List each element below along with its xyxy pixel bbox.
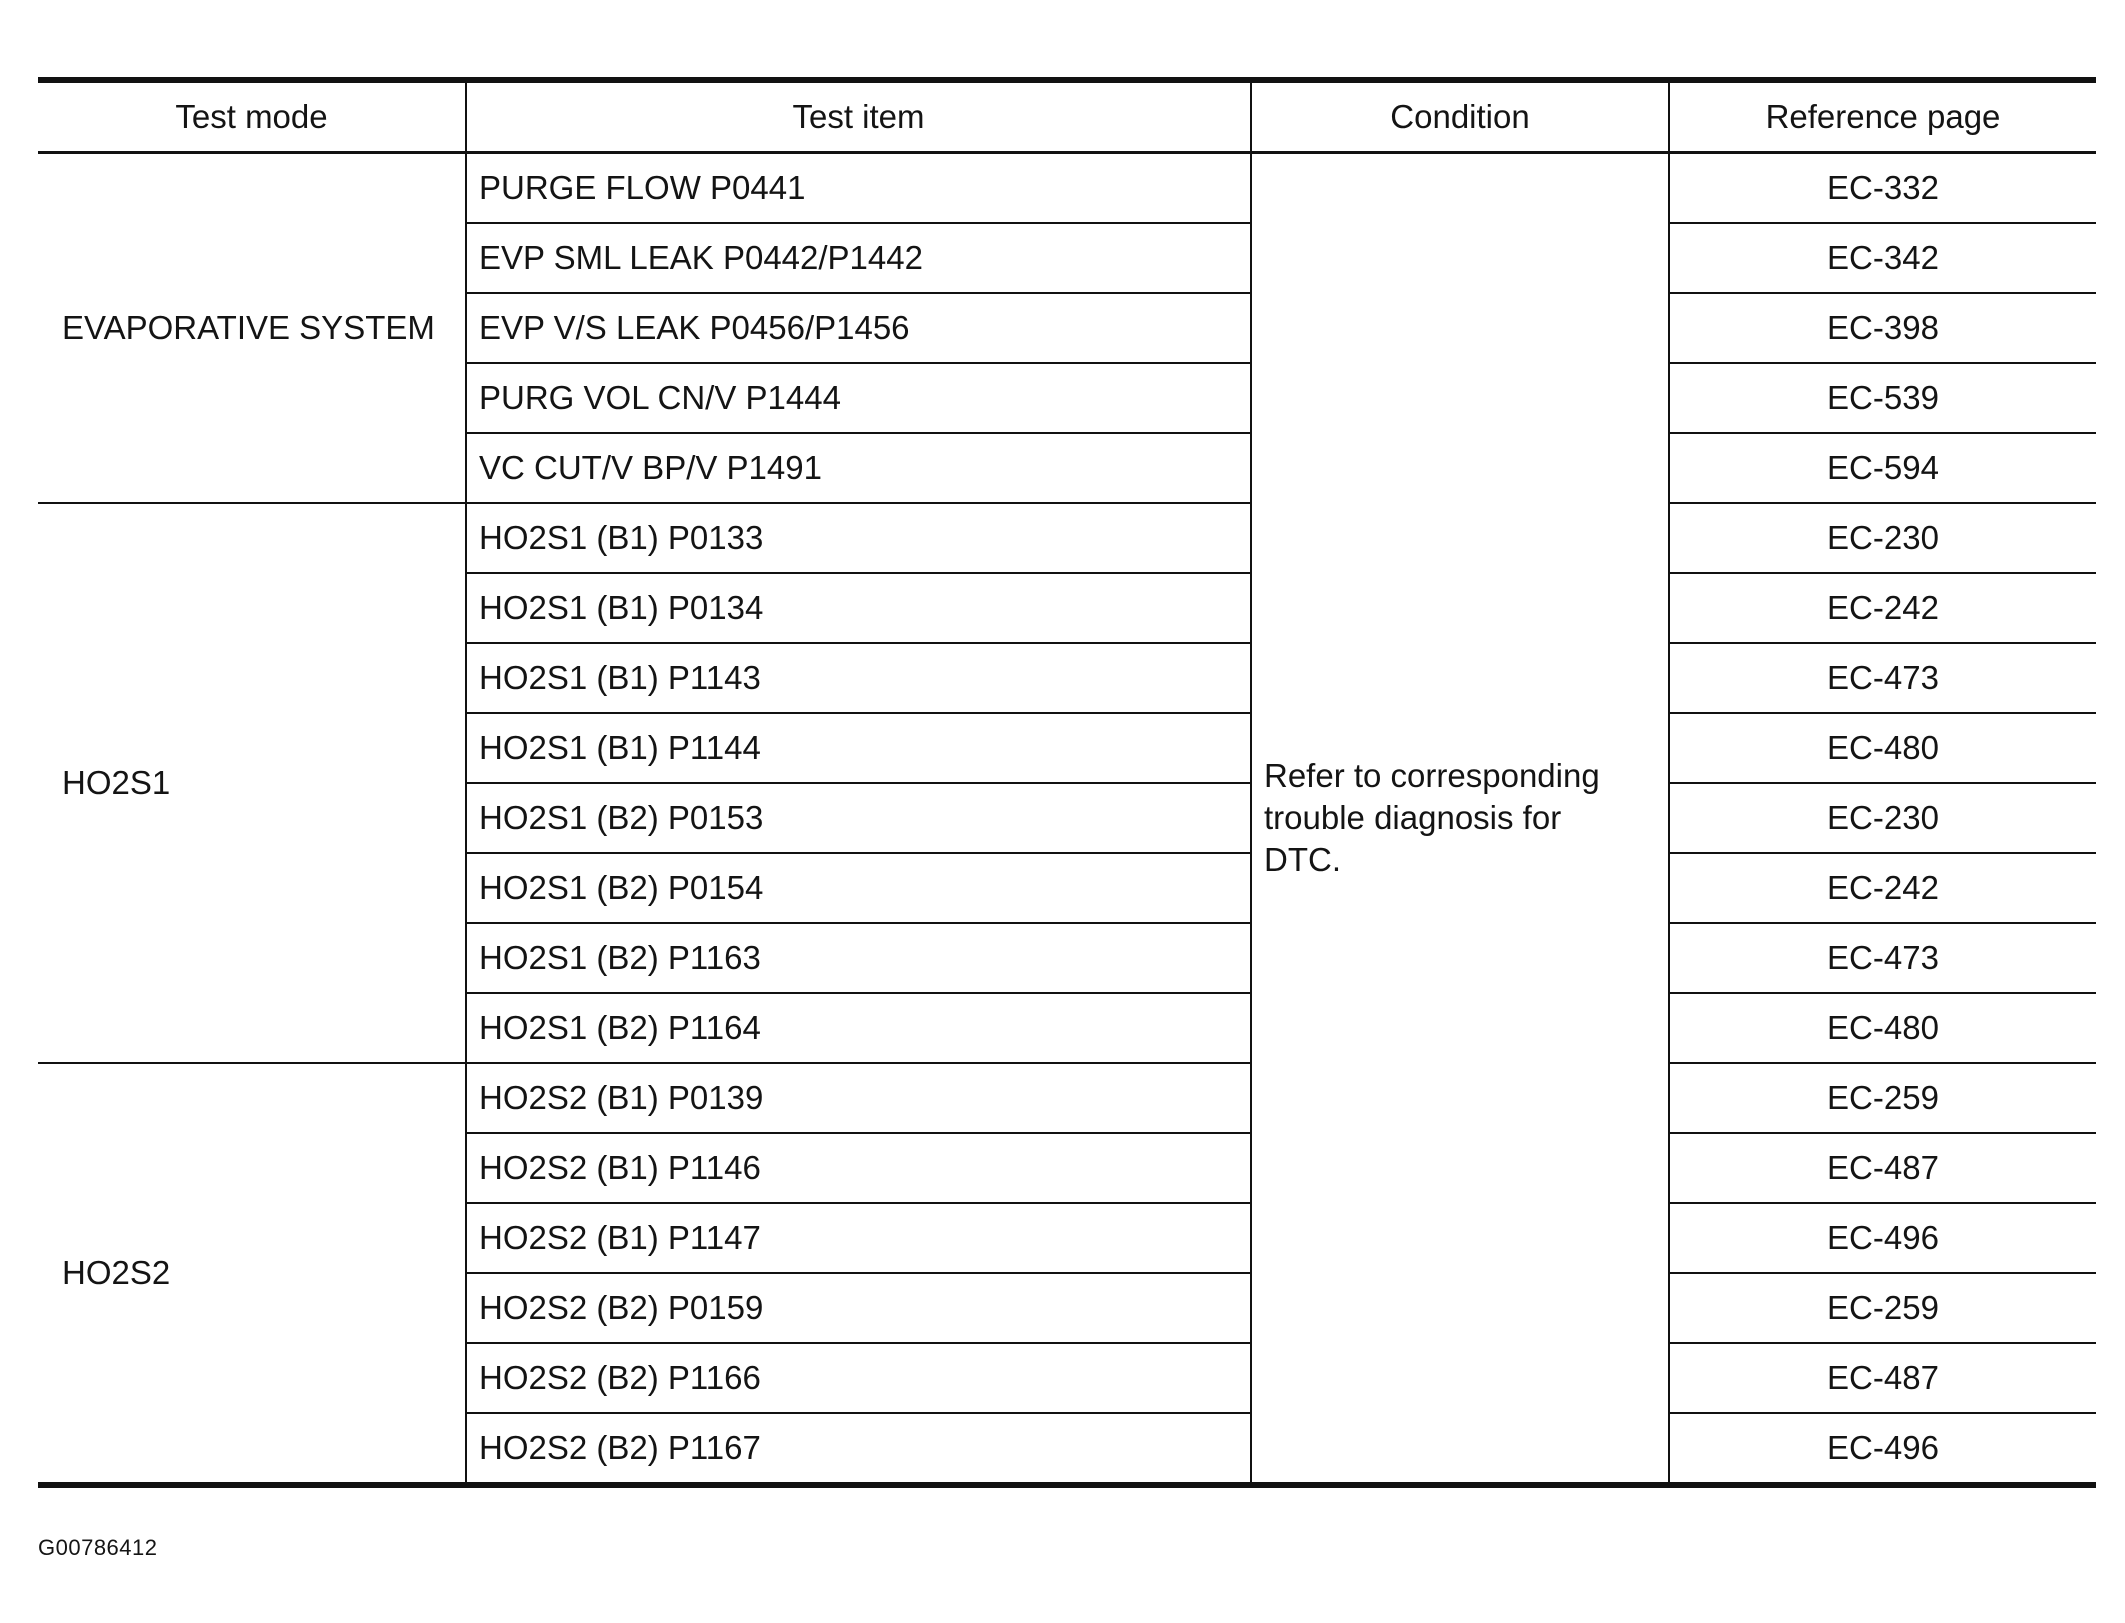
test-item-cell: HO2S2 (B1) P1147	[466, 1203, 1251, 1273]
reference-page-cell: EC-594	[1669, 433, 2096, 503]
reference-page-cell: EC-487	[1669, 1133, 2096, 1203]
test-mode-cell: HO2S1	[38, 503, 466, 1063]
header-row	[38, 80, 2096, 153]
table-row	[38, 503, 2096, 573]
test-item-cell: HO2S1 (B2) P0153	[466, 783, 1251, 853]
table-body	[38, 153, 2096, 1486]
test-item-cell: HO2S1 (B1) P1143	[466, 643, 1251, 713]
test-item-cell: HO2S2 (B2) P1166	[466, 1343, 1251, 1413]
test-item-cell: HO2S2 (B2) P0159	[466, 1273, 1251, 1343]
header-condition: Condition	[1251, 80, 1669, 153]
reference-page-cell: EC-332	[1669, 153, 2096, 224]
figure-code: G00786412	[38, 1535, 158, 1560]
table-row	[38, 1063, 2096, 1133]
reference-page-cell: EC-259	[1669, 1063, 2096, 1133]
reference-page-cell: EC-496	[1669, 1203, 2096, 1273]
reference-page-cell: EC-230	[1669, 503, 2096, 573]
test-item-cell: HO2S1 (B1) P0133	[466, 503, 1251, 573]
reference-page-cell: EC-259	[1669, 1273, 2096, 1343]
test-item-cell: EVP SML LEAK P0442/P1442	[466, 223, 1251, 293]
header-reference-page: Reference page	[1669, 80, 2096, 153]
test-item-cell: HO2S1 (B2) P0154	[466, 853, 1251, 923]
test-mode-cell: EVAPORATIVE SYSTEM	[38, 153, 466, 504]
test-item-cell: HO2S1 (B1) P0134	[466, 573, 1251, 643]
table-header	[38, 80, 2096, 153]
reference-page-cell: EC-342	[1669, 223, 2096, 293]
condition-cell	[1251, 153, 1669, 1486]
reference-page-cell: EC-487	[1669, 1343, 2096, 1413]
test-item-cell: PURGE FLOW P0441	[466, 153, 1251, 224]
test-item-cell: HO2S1 (B1) P1144	[466, 713, 1251, 783]
condition-text: Refer to corresponding trouble diagnosis for DTC.	[1264, 756, 1600, 879]
table-row	[38, 153, 2096, 224]
test-item-cell: PURG VOL CN/V P1444	[466, 363, 1251, 433]
reference-page-cell: EC-398	[1669, 293, 2096, 363]
header-test-item: Test item	[466, 80, 1251, 153]
test-item-cell: VC CUT/V BP/V P1491	[466, 433, 1251, 503]
test-item-cell: HO2S2 (B1) P0139	[466, 1063, 1251, 1133]
reference-page-cell: EC-242	[1669, 853, 2096, 923]
test-item-cell: EVP V/S LEAK P0456/P1456	[466, 293, 1251, 363]
reference-page-cell: EC-473	[1669, 643, 2096, 713]
header-test-mode: Test mode	[38, 80, 466, 153]
reference-page-cell: EC-230	[1669, 783, 2096, 853]
reference-page-cell: EC-539	[1669, 363, 2096, 433]
reference-page-cell: EC-480	[1669, 713, 2096, 783]
test-item-cell: HO2S1 (B2) P1163	[466, 923, 1251, 993]
test-item-cell: HO2S2 (B2) P1167	[466, 1413, 1251, 1485]
test-item-cell: HO2S1 (B2) P1164	[466, 993, 1251, 1063]
test-mode-table	[38, 77, 2096, 1488]
reference-page-cell: EC-496	[1669, 1413, 2096, 1485]
reference-page-cell: EC-242	[1669, 573, 2096, 643]
reference-page-cell: EC-473	[1669, 923, 2096, 993]
reference-page-cell: EC-480	[1669, 993, 2096, 1063]
test-mode-cell: HO2S2	[38, 1063, 466, 1485]
test-item-cell: HO2S2 (B1) P1146	[466, 1133, 1251, 1203]
